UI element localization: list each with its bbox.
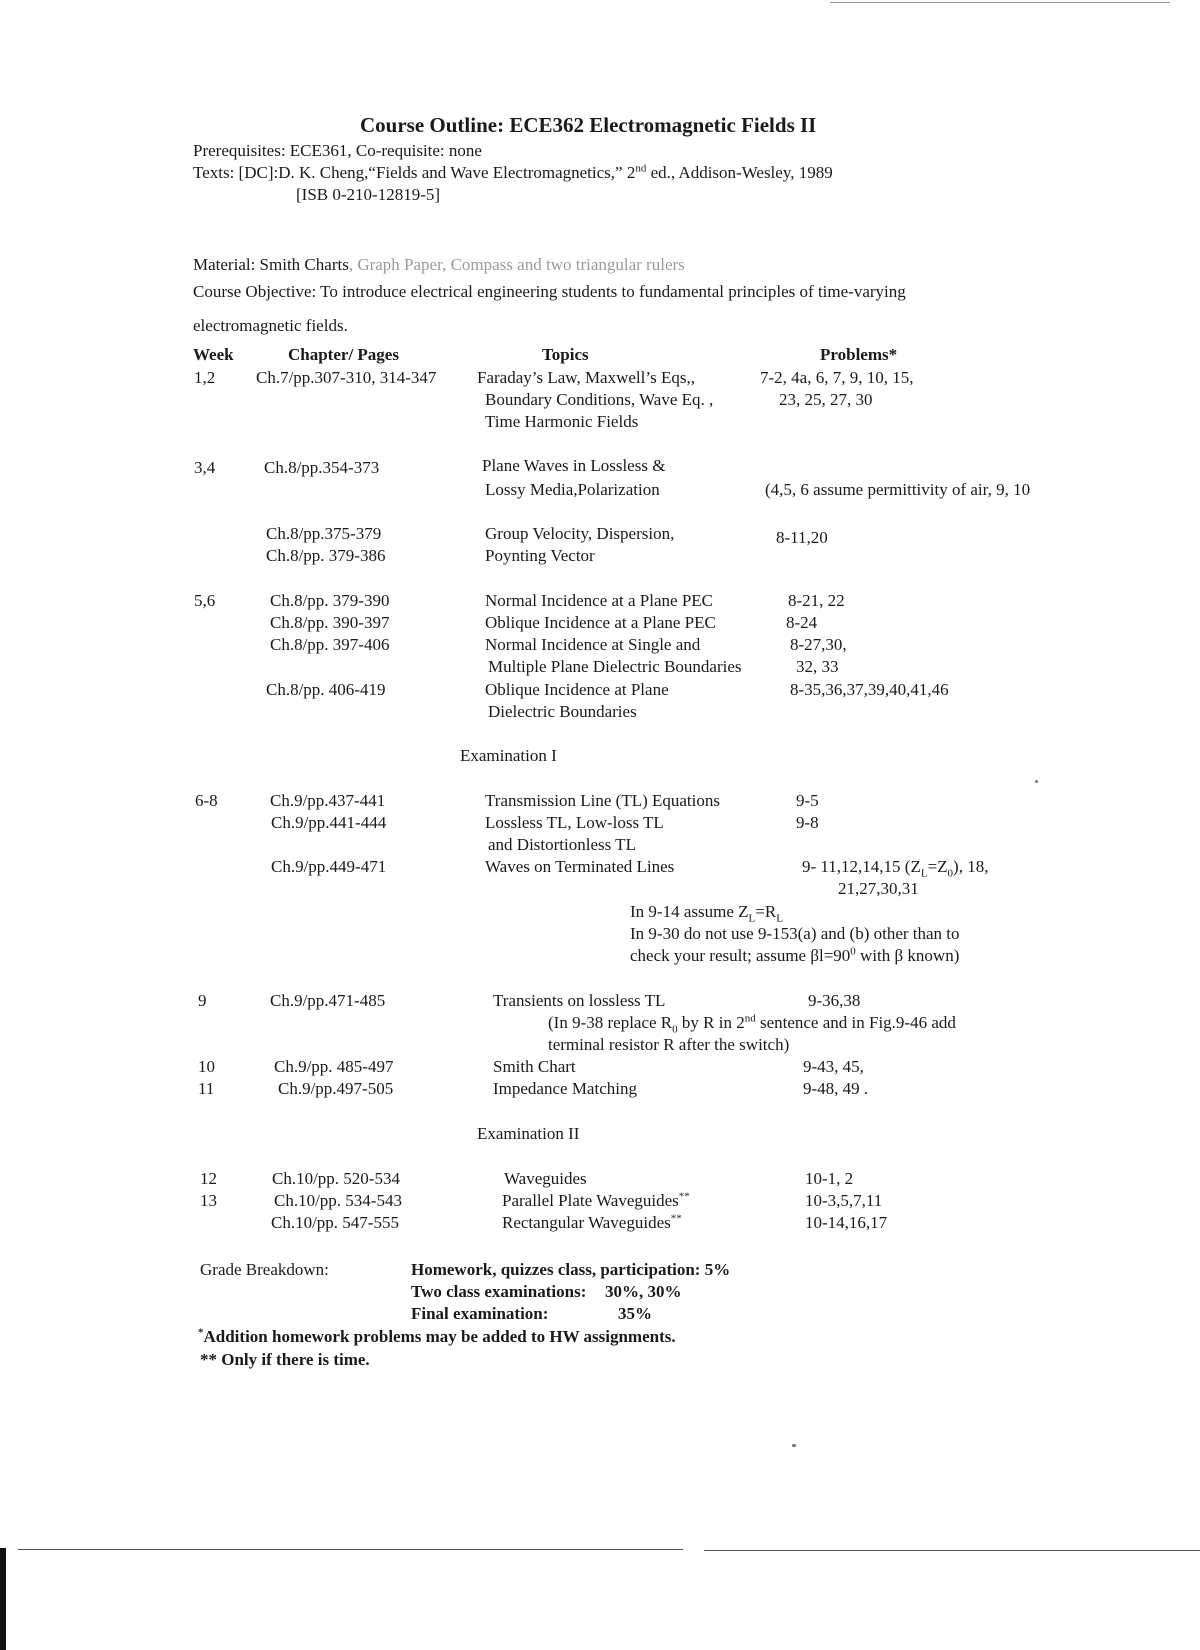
topic: Parallel Plate Waveguides** [502,1190,690,1210]
chapter-pages: Ch.9/pp.437-441 [270,791,386,810]
problems: 23, 25, 27, 30 [779,390,873,409]
grade-final-label: Final examination: [411,1304,549,1323]
topic: Multiple Plane Dielectric Boundaries [488,657,742,676]
topic: Group Velocity, Dispersion, [485,524,675,543]
topic: Boundary Conditions, Wave Eq. , [485,390,714,409]
chapter-pages: Ch.9/pp. 485-497 [274,1057,394,1076]
topic: Faraday’s Law, Maxwell’s Eqs,, [477,368,695,387]
week: 5,6 [194,591,216,610]
chapter-pages: Ch.9/pp.497-505 [278,1079,394,1098]
week: 1,2 [194,368,216,387]
problems: 10-3,5,7,11 [805,1191,883,1210]
header-chapter: Chapter/ Pages [288,345,399,364]
problems: 8-11,20 [776,528,828,547]
topic: Lossless TL, Low-loss TL [485,813,664,832]
header-topics: Topics [542,345,589,364]
problems: 9-43, 45, [803,1057,864,1076]
week: 9 [198,991,207,1010]
problems: (4,5, 6 assume permittivity of air, 9, 10 [765,480,1031,499]
scan-edge-line [18,1549,683,1550]
week: 3,4 [194,458,216,477]
material-line: Material: Smith Charts, Graph Paper, Compass and two triangular rulers [193,255,685,274]
topic: and Distortionless TL [488,835,636,854]
week: 6-8 [195,791,218,810]
footnote: *Addition homework problems may be added to HW assignments. [198,1326,676,1346]
page-title: Course Outline: ECE362 Electromagnetic Fields II [360,113,817,137]
examination-heading: Examination II [477,1124,580,1143]
chapter-pages: Ch.9/pp.441-444 [271,813,387,832]
chapter-pages: Ch.8/pp. 397-406 [270,635,390,654]
problem-note: terminal resistor R after the switch) [548,1035,790,1054]
chapter-pages: Ch.10/pp. 520-534 [272,1169,400,1188]
chapter-pages: Ch.10/pp. 547-555 [271,1213,399,1232]
problems: 9-36,38 [808,991,861,1010]
problem-note: (In 9-38 replace $R_0$ by R in 2nd sentence and in Fig.9-46 add [548,1012,956,1036]
problems: 9-8 [796,813,819,832]
topic: Oblique Incidence at Plane [485,680,669,699]
topic: Waves on Terminated Lines [485,857,675,876]
topic: Dielectric Boundaries [488,702,637,721]
chapter-pages: Ch.8/pp. 379-390 [270,591,390,610]
chapter-pages: Ch.9/pp.471-485 [270,991,386,1010]
topic: Impedance Matching [493,1079,637,1098]
grade-homework: Homework, quizzes class, participation: 5% [411,1260,731,1279]
scan-speck [792,1444,796,1447]
topic: Smith Chart [493,1057,576,1076]
problems: 9-5 [796,791,819,810]
topic: Transients on lossless TL [493,991,666,1010]
chapter-pages: Ch.7/pp.307-310, 314-347 [256,368,437,387]
chapter-pages: Ch.10/pp. 534-543 [274,1191,402,1210]
topic: Lossy Media,Polarization [485,480,660,499]
problem-note: In 9-14 assume $Z_L=R_L$ [630,902,783,925]
chapter-pages: Ch.8/pp.375-379 [266,524,382,543]
grade-final-value: 35% [618,1304,652,1323]
topic: Poynting Vector [485,546,595,565]
problems: 8-27,30, [790,635,847,654]
scan-edge-shadow [0,1548,6,1650]
week: 10 [198,1057,215,1076]
topic: Rectangular Waveguides** [502,1212,682,1232]
grade-class-exams-value: 30%, 30% [605,1282,682,1301]
course-objective-line-2: electromagnetic fields. [193,316,348,335]
problems: 9- 11,12,14,15 $(Z_L=Z_0)$, 18, [802,857,989,880]
problems: 9-48, 49 . [803,1079,869,1098]
problem-note: In 9-30 do not use 9-153(a) and (b) other than to [630,924,960,943]
topic: Oblique Incidence at a Plane PEC [485,613,716,632]
problems: 21,27,30,31 [838,879,919,898]
problems: 32, 33 [796,657,839,676]
topic: Normal Incidence at Single and [485,635,701,654]
topic: Normal Incidence at a Plane PEC [485,591,714,610]
problems: 10-14,16,17 [805,1213,888,1232]
topic: Time Harmonic Fields [485,412,639,431]
week: 13 [200,1191,217,1210]
header-week: Week [193,345,234,364]
problems: 8-21, 22 [788,591,845,610]
grade-class-exams-label: Two class examinations: [411,1282,587,1301]
chapter-pages: Ch.8/pp.354-373 [264,458,380,477]
chapter-pages: Ch.8/pp. 390-397 [270,613,390,632]
problems: 8-24 [786,613,818,632]
week: 11 [198,1079,215,1098]
course-objective-line-1: Course Objective: To introduce electrical engineering students to fundamental principles of time-varying [193,282,906,301]
scan-edge-line [830,2,1170,3]
examination-heading: Examination I [460,746,557,765]
texts-line-1: Texts: [DC]:D. K. Cheng,“Fields and Wave Electromagnetics,” 2nd ed., Addison-Wesley, 1989 [193,162,833,182]
prerequisites: Prerequisites: ECE361, Co-requisite: none [193,141,482,160]
topic: Transmission Line (TL) Equations [485,791,720,810]
problem-note: check your result; assume $\beta l=90^0$ with β known) [630,945,960,965]
texts-isbn: [ISB 0-210-12819-5] [296,185,441,204]
chapter-pages: Ch.8/pp. 406-419 [266,680,386,699]
scan-speck [1035,780,1038,783]
problems: 10-1, 2 [805,1169,854,1188]
chapter-pages: Ch.8/pp. 379-386 [266,546,386,565]
problems: 7-2, 4a, 6, 7, 9, 10, 15, [760,368,914,387]
problems: 8-35,36,37,39,40,41,46 [790,680,949,699]
week: 12 [200,1169,217,1188]
footnote: ** Only if there is time. [200,1350,370,1369]
grade-breakdown-label: Grade Breakdown: [200,1260,329,1279]
topic: Waveguides [504,1169,587,1188]
header-problems: Problems* [820,345,898,364]
chapter-pages: Ch.9/pp.449-471 [271,857,387,876]
scan-edge-line [704,1550,1200,1551]
topic: Plane Waves in Lossless & [482,456,666,475]
